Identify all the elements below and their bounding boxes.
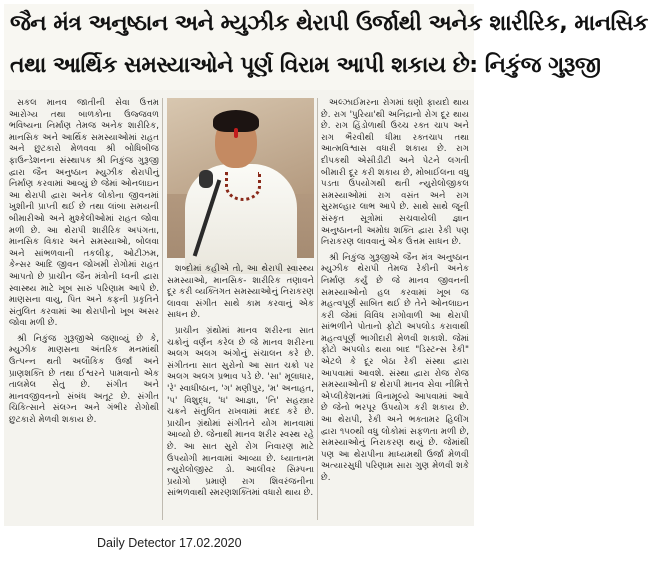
column-divider: [162, 98, 163, 520]
article-column-1: [9, 98, 159, 520]
portrait-photo: [167, 98, 314, 258]
newspaper-clipping: [4, 4, 648, 526]
column-3-paragraph: અલ્ઝાઈમરના રોગમાં ઘણો ફાયદો થાય છે. રાગ 'પુરિયા'થી અનિદ્રાનો રોગ દૂર થાય છે. રાગ હિંડોળાથી ઉચ્ચ રક્ત ચાપ અને રાગ ભૈરવીથી ધીમા રક્તચાપ તથા આત્મવિશ્વાસ વધારી શકાય છે. રાગ દીપકથી એસીડીટી અને પેટને લગતી બીમારી દૂર કરી શકાય છે, મોબાઈલના વધુ પડતા ઉપયોગથી થતી ન્યુરોલોજીકલ સમસ્યાઓમાં રાગ વસંત અને રાગ સુરમલ્હાર લાભ આપે છે. સાથે સાથે જૂની સંસ્કૃત સૂત્રોમાં સચવાયેલી જ્ઞાન અનુષ્ઠાનની અમોઘ શક્તિ દ્વારા રેકી પણ નિરાકરણ લાવવાનું એક ઉત્તમ સાધન છે.: [321, 98, 469, 248]
article-column-3: [321, 98, 469, 520]
article-column-2: [167, 264, 314, 520]
column-2-paragraph: શબ્દોમાં કહીએ તો, આ થેરાપી સ્વાસ્થ્ય સમસ્યાઓ, માનસિક- શારીરિક તણાવને દૂર કરી વ્યક્તિગત સમસ્યાઓનું નિરાકરણ લાવવા સંગીત સાથે કામ કરવાનું એક સાધન છે.: [167, 264, 314, 321]
column-3-paragraph: શ્રી નિકુંજ ગુરૂજીએ જૈન મંત્ર અનુષ્ઠાન મ્યુઝીક થેરાપી તેમજ રેકીની અનેક નિર્માણ કર્યું છે જે માનવ જીવનની સમસ્યાઓનો હલ કરવામાં ખૂબ જ મહત્વપૂર્ણ સાબિત થઈ છે તેને ઓનલાઇન કરી જેમાં વિવિધ રાગોવાળી આ થેરાપી સાંભળીને પોતાનો ફોટો અપલોડ કરાવાથી મહત્વપૂર્ણ ભાગીદારી મેળવી શકાશે. જેમાં ફોટો અપલોડ થયા બાદ "ડિસ્ટન્સ રેકી" એટલે કે દૂર બેઠા રેકી સંસ્થા દ્વારા આપવામાં આવશે. સંસ્થા દ્વારા રોજ રોજ સમસ્યાઓની ૪ થેરાપી માનવ સેવા નીમિત્તે એપ્લીકેશનમાં વિનામૂલ્યે આપવામાં આવે છે જેનો ભરપૂર ઉપયોગ કરી શકાય છે. આ થેરાપી, રેકી અને ભક્તામર હિલીંગ દ્વારા ૧૫૦થી વધુ લોકોમાં સફળતા મળી છે, સમસ્યાઓનું નિરાકરણ થયું છે. જેમાંથી પણ આ થેરાપીના માધ્યમથી ઉર્જા મેળવી અત્યારસુધી પરિણામ સારા ગુણ મેળવી શકે છે.: [321, 252, 469, 483]
microphone-icon: [199, 170, 213, 188]
column-1-paragraph: શ્રી નિકુંજ ગુરૂજીએ જણાવ્યું છે કે, મ્યુઝીક માણસના અંતરિક મનમાંથી ઉત્પન્ન થતી અલૌકિક ઉર્જા અને પ્રાણશક્તિ છે તથા ઈશ્વરને પામવાનો એક તાલમેલ સેતુ છે. સંગીત અને માનવજીવનનો સંબંધ અતૂટ છે. સંગીત ચિકિત્સાને સંલગ્ન અને ગંભીર રોગોથી છુટકારો મેળવી શકાય છે.: [9, 333, 159, 426]
column-divider: [317, 98, 318, 520]
column-1-paragraph: સકલ માનવ જાતીની સેવા ઉત્તમ આરોગ્ય તથા બાળકોના ઉજ્જવળ ભવિષ્યના નિર્માણ તેમજ અનેક શારીરિક, માનસિક અને આર્થિક સમસ્યાઓમાં રાહત અને છુટકારો મેળવવા શ્રી બોધિબીજ ફાઉન્ડેશનના સંસ્થાપક શ્રી નિકુંજ ગુરૂજી દ્વારા જૈન અનુષ્ઠાન મ્યુઝીક થેરાપીનું નિર્માણ કરવામાં આવ્યું છે જેમાં ઓનલાઇન આ થેરાપી દ્વારા અનેક લોકોના જીવનમાં ખુશીની પ્રાપ્તી થઈ છે તથા લાંબા સમયની બીમારીઓ અને મુશ્કેલીઓમાં રાહત જોવા મળી છે. આ થેરાપી શારીરિક અપંગતા, માનસિક વિકાર અને સમસ્યાઓ, બોલવા અને સાંભળવાની તકલીફ, ઓટીઝમ, કેન્સર આદિ જીવન જોખમી રોગોમાં રાહત આપતો છે પ્રાચીન જૈન મંત્રોની ધ્વની દ્વારા સ્વાસ્થ્ય માટે ખૂબ સારું પરિણામ આપે છે. માણસના વાયુ, પિત અને કફની પ્રકૃતિને સંતુલિત કરવામાં આ થેરાપીનો ખૂબ અસર જોવા મળી છે.: [9, 98, 159, 329]
column-2-paragraph: પ્રાચીન ગ્રંથોમાં માનવ શરીરના સાત ચક્રોનું વર્ણન કરેલ છે જે માનવ શરીરના અલગ અલગ અંગોનું સંચાલન કરે છે. સંગીતના સાત સુરોનો આ સાત ચક્રો પર અલગ અલગ પ્રભાવ પડે છે. 'સા' મૂલાધાર, 'રે' સ્વાધીષ્ઠાન, 'ગ' મણીપુર, 'મ' અનાહત, 'પ' વિશુદ્ધ, 'ધ' આજ્ઞા, 'નિ' સહસ્ત્રાર ચક્રને સંતુલિત રાખવામાં મદદ કરે છે. પ્રાચીન ગ્રંથોમાં સંગીતને યોગ માનવામાં આવ્યો છે. જેનાથી માનવ શરીર સ્વસ્થ રહે છે. આ સાત સુરો રોગ નિવારણ માટે ઉપયોગી માનવામાં આવ્યા છે. ધ્યાતાનમ ન્યુરોલોજીસ્ટ ડો. આલીવર સિમ્પના પ્રયોગો પ્રમાણે રાગ શિવરંજનીના સાંભળવાથી સ્મરણશક્તિમાં વધારો થાય છે.: [167, 325, 314, 499]
headline: [4, 4, 648, 90]
source-caption: Daily Detector 17.02.2020: [97, 536, 242, 550]
photo-tilak-mark: [234, 128, 238, 138]
headline-line-1: જૈન મંત્ર અનુષ્ઠાન અને મ્યુઝીક થેરાપી ઉર્જાથી અનેક શારીરિક, માનસિક: [10, 11, 648, 36]
photo-mala-beads: [225, 172, 261, 201]
headline-line-2: તથા આર્થિક સમસ્યાઓને પૂર્ણ વિરામ આપી શકાય છે: નિકુંજ ગુરૂજી: [10, 53, 601, 78]
